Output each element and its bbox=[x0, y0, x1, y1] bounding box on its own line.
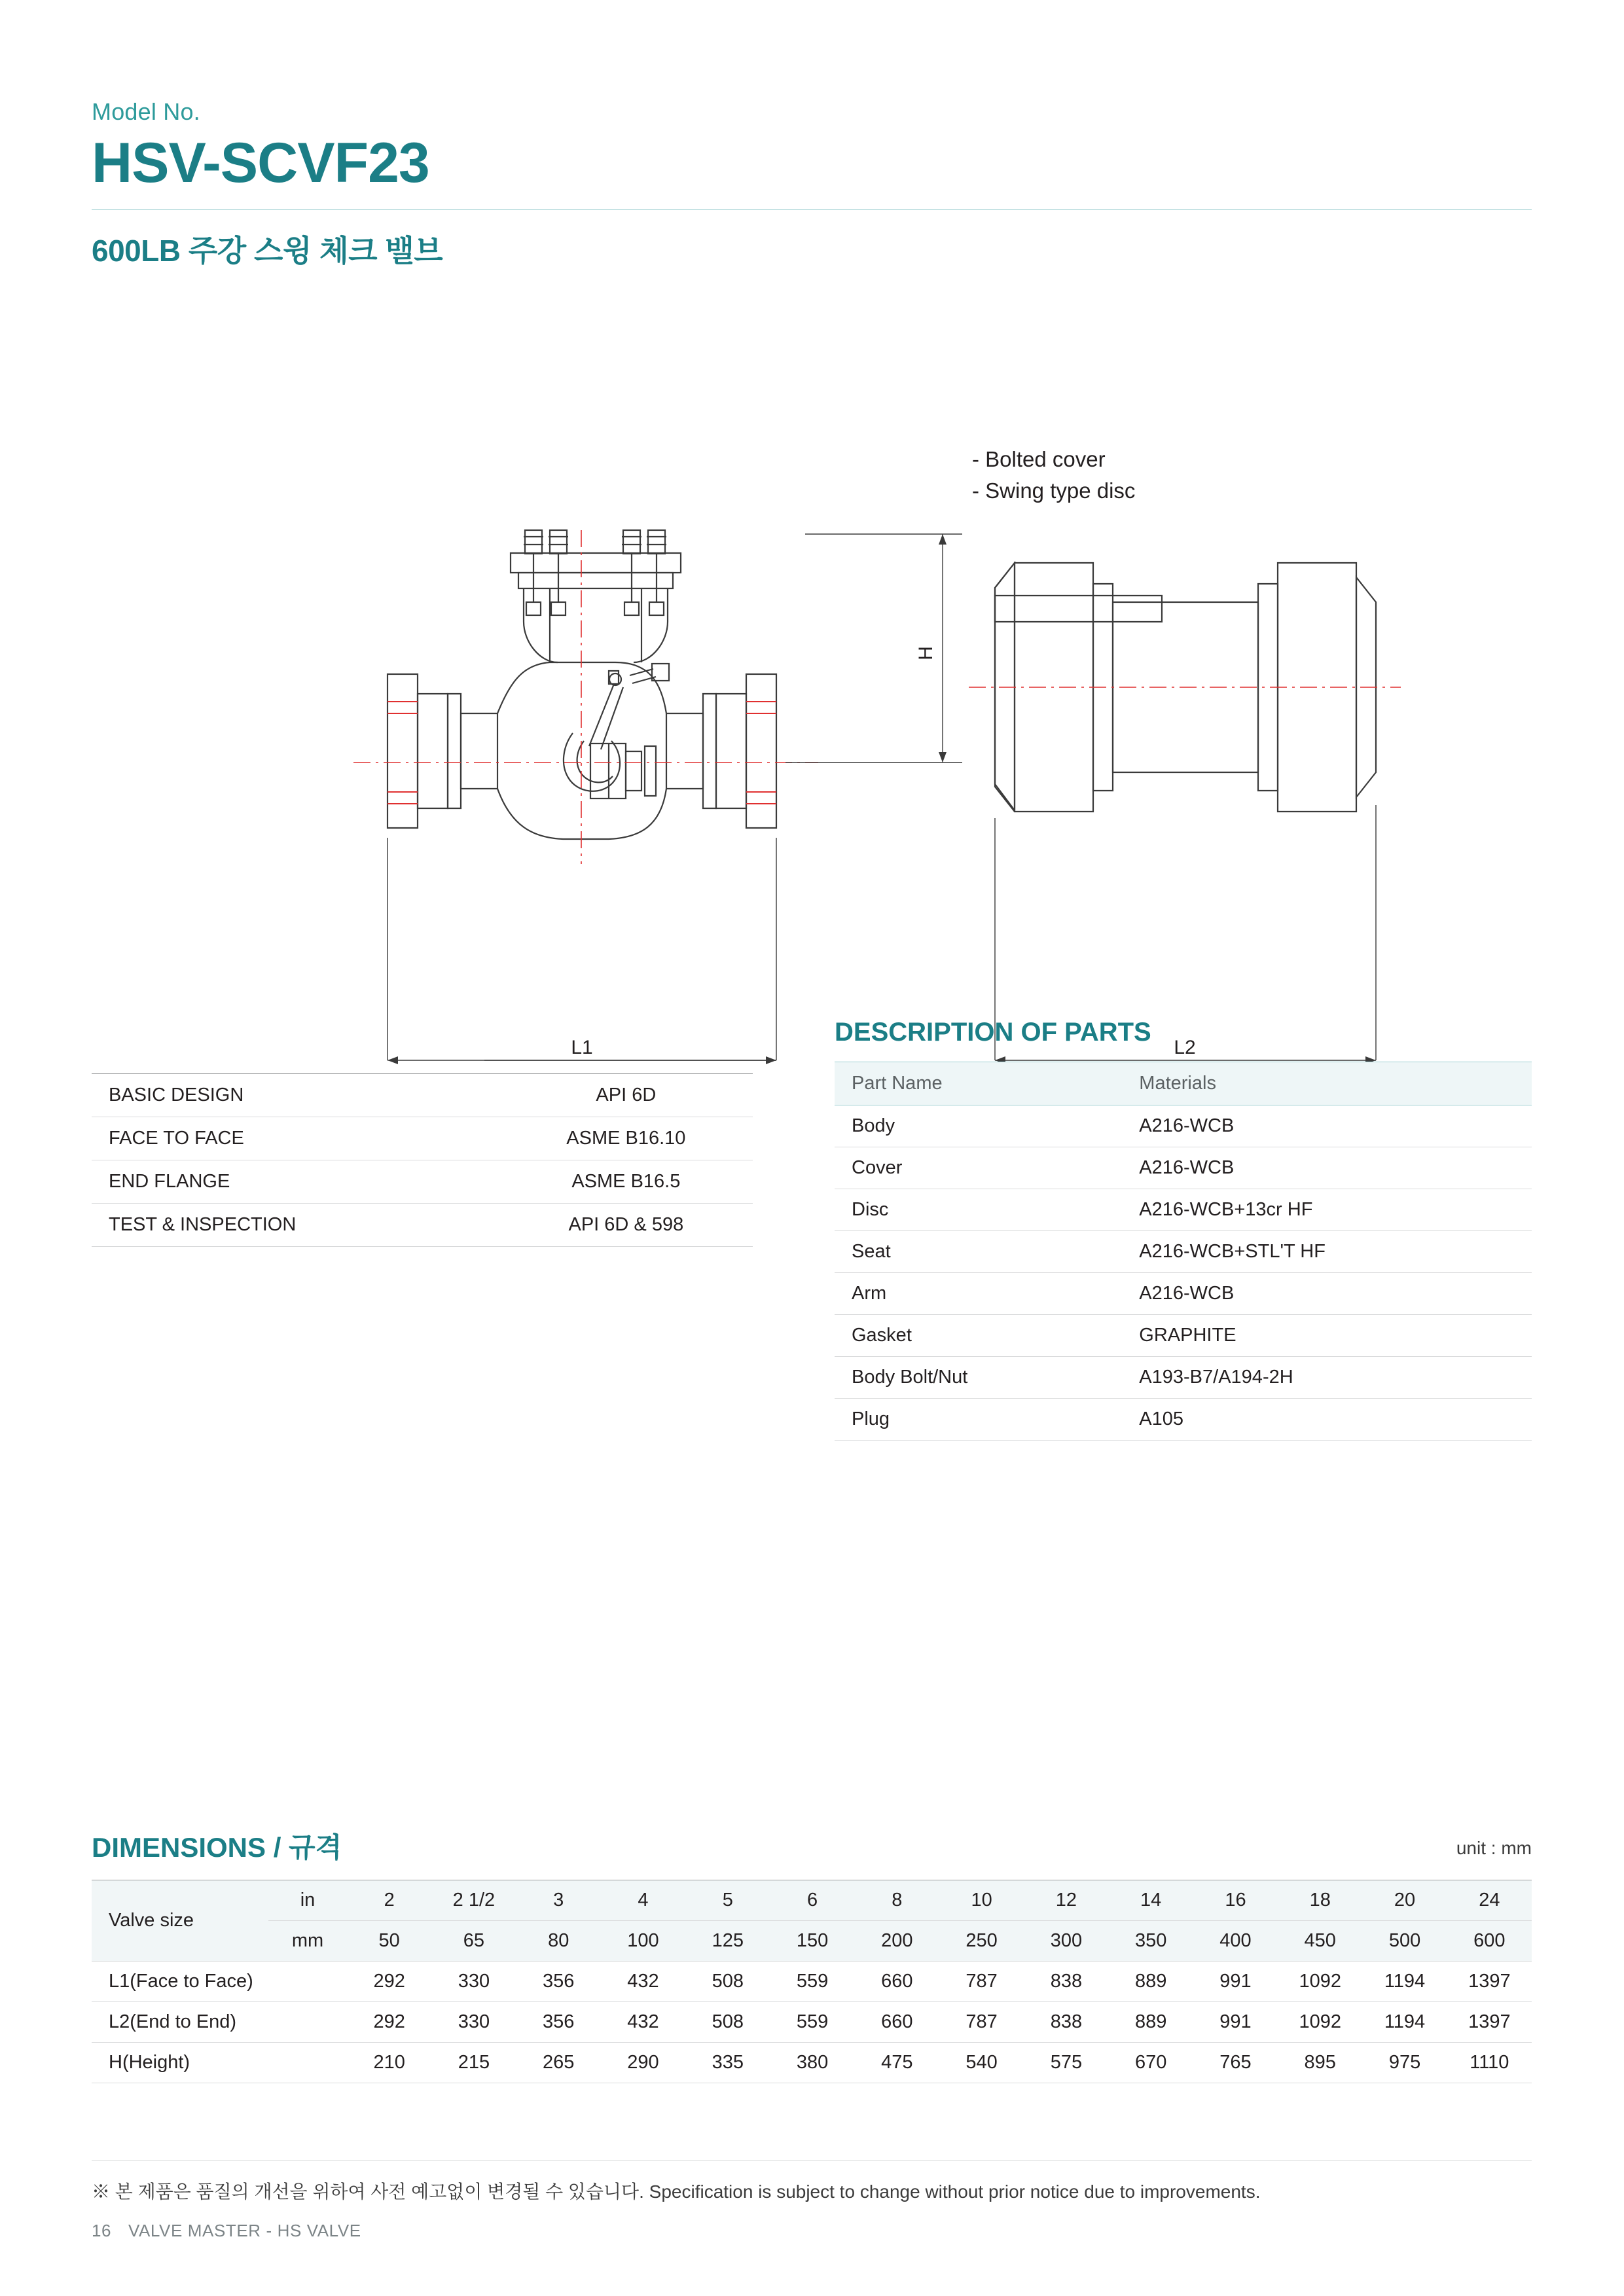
description-of-parts bbox=[835, 1018, 1532, 1441]
spec-name: FACE TO FACE bbox=[92, 1117, 506, 1160]
size-in-8: 12 bbox=[1024, 1880, 1108, 1921]
size-mm-10: 400 bbox=[1193, 1921, 1278, 1962]
part-material: A105 bbox=[1127, 1399, 1532, 1441]
size-in-10: 16 bbox=[1193, 1880, 1278, 1921]
dimension-l1-label: L1 bbox=[571, 1037, 593, 1058]
dim-value: 380 bbox=[770, 2043, 854, 2083]
spec-name: BASIC DESIGN bbox=[92, 1074, 506, 1117]
footer-note: ※ 본 제품은 품질의 개선을 위하여 사전 예고없이 변경될 수 있습니다. Specification is subject to change without prior notice due to improvements. bbox=[92, 2160, 1532, 2204]
table-row bbox=[835, 1357, 1532, 1399]
dim-value: 1194 bbox=[1362, 2002, 1447, 2043]
parts-header-name: Part Name bbox=[835, 1062, 1127, 1105]
part-material: GRAPHITE bbox=[1127, 1315, 1532, 1357]
table-row bbox=[92, 1074, 753, 1117]
page-title: HSV-SCVF23 bbox=[92, 132, 429, 194]
part-name: Arm bbox=[835, 1273, 1127, 1315]
dim-value: 787 bbox=[939, 2002, 1024, 2043]
dimensions-section bbox=[92, 1826, 1532, 2083]
dim-value: 975 bbox=[1362, 2043, 1447, 2083]
table-row bbox=[92, 2043, 1532, 2083]
dim-value: 290 bbox=[601, 2043, 685, 2083]
dim-value: 215 bbox=[431, 2043, 516, 2083]
size-mm-4: 125 bbox=[685, 1921, 770, 1962]
size-mm-13: 600 bbox=[1447, 1921, 1532, 1962]
size-in-1: 2 1/2 bbox=[431, 1880, 516, 1921]
dimensions-header-mm bbox=[92, 1921, 1532, 1962]
dimensions-title: DIMENSIONS / 규격 bbox=[92, 1832, 342, 1863]
table-row bbox=[92, 1117, 753, 1160]
spec-name: TEST & INSPECTION bbox=[92, 1204, 506, 1247]
size-in-9: 14 bbox=[1109, 1880, 1193, 1921]
size-mm-3: 100 bbox=[601, 1921, 685, 1962]
spec-value: ASME B16.10 bbox=[506, 1117, 753, 1160]
spec-value: API 6D bbox=[506, 1074, 753, 1117]
part-material: A216-WCB bbox=[1127, 1273, 1532, 1315]
footer-page-label: VALVE MASTER - HS VALVE bbox=[128, 2221, 361, 2240]
page-header bbox=[92, 98, 1532, 270]
parts-title: DESCRIPTION OF PARTS bbox=[835, 1018, 1151, 1047]
dim-value: 432 bbox=[601, 1962, 685, 2002]
size-mm-7: 250 bbox=[939, 1921, 1024, 1962]
dim-value: 765 bbox=[1193, 2043, 1278, 2083]
dim-value: 210 bbox=[347, 2043, 431, 2083]
dimensions-unit-note: unit : mm bbox=[1456, 1838, 1532, 1858]
dim-row-label: L2(End to End) bbox=[92, 2002, 347, 2043]
size-mm-5: 150 bbox=[770, 1921, 854, 1962]
dim-value: 508 bbox=[685, 2002, 770, 2043]
size-in-0: 2 bbox=[347, 1880, 431, 1921]
size-in-5: 6 bbox=[770, 1880, 854, 1921]
dim-value: 575 bbox=[1024, 2043, 1108, 2083]
dim-value: 670 bbox=[1109, 2043, 1193, 2083]
size-mm-11: 450 bbox=[1278, 1921, 1362, 1962]
size-mm-0: 50 bbox=[347, 1921, 431, 1962]
dim-value: 889 bbox=[1109, 1962, 1193, 2002]
parts-header-row bbox=[835, 1062, 1532, 1105]
page-number: 16 bbox=[92, 2221, 112, 2240]
size-mm-12: 500 bbox=[1362, 1921, 1447, 1962]
size-mm-8: 300 bbox=[1024, 1921, 1108, 1962]
part-material: A216-WCB bbox=[1127, 1147, 1532, 1189]
size-in-6: 8 bbox=[855, 1880, 939, 1921]
dim-value: 1194 bbox=[1362, 1962, 1447, 2002]
dim-value: 838 bbox=[1024, 1962, 1108, 2002]
dim-value: 991 bbox=[1193, 2002, 1278, 2043]
part-name: Body Bolt/Nut bbox=[835, 1357, 1127, 1399]
drawing-note-2: - Swing type disc bbox=[972, 478, 1136, 503]
part-name: Gasket bbox=[835, 1315, 1127, 1357]
dim-value: 1397 bbox=[1447, 1962, 1532, 2002]
dim-value: 838 bbox=[1024, 2002, 1108, 2043]
part-material: A216-WCB+STL'T HF bbox=[1127, 1231, 1532, 1273]
model-label: Model No. bbox=[92, 98, 200, 125]
size-mm-1: 65 bbox=[431, 1921, 516, 1962]
dim-value: 330 bbox=[431, 2002, 516, 2043]
dimensions-table bbox=[92, 1880, 1532, 2083]
dim-value: 475 bbox=[855, 2043, 939, 2083]
dim-value: 508 bbox=[685, 1962, 770, 2002]
dim-value: 356 bbox=[516, 2002, 601, 2043]
dim-value: 292 bbox=[347, 2002, 431, 2043]
part-name: Body bbox=[835, 1105, 1127, 1147]
part-material: A193-B7/A194-2H bbox=[1127, 1357, 1532, 1399]
table-row bbox=[835, 1315, 1532, 1357]
footer-page-info bbox=[92, 2221, 1532, 2241]
size-in-4: 5 bbox=[685, 1880, 770, 1921]
spec-value: API 6D & 598 bbox=[506, 1204, 753, 1247]
basic-spec-table bbox=[92, 1073, 753, 1247]
size-mm-6: 200 bbox=[855, 1921, 939, 1962]
table-row bbox=[835, 1105, 1532, 1147]
dim-value: 1092 bbox=[1278, 2002, 1362, 2043]
parts-header-materials: Materials bbox=[1127, 1062, 1532, 1105]
dim-value: 991 bbox=[1193, 1962, 1278, 2002]
dim-value: 265 bbox=[516, 2043, 601, 2083]
size-in-13: 24 bbox=[1447, 1880, 1532, 1921]
size-in-11: 18 bbox=[1278, 1880, 1362, 1921]
table-row bbox=[835, 1231, 1532, 1273]
size-in-3: 4 bbox=[601, 1880, 685, 1921]
unit-mm: mm bbox=[268, 1921, 347, 1962]
part-name: Cover bbox=[835, 1147, 1127, 1189]
table-row bbox=[835, 1399, 1532, 1441]
valve-size-label: Valve size bbox=[92, 1880, 268, 1962]
table-row bbox=[92, 1160, 753, 1204]
dim-value: 559 bbox=[770, 2002, 854, 2043]
dim-value: 895 bbox=[1278, 2043, 1362, 2083]
dimensions-header-in bbox=[92, 1880, 1532, 1921]
dim-value: 330 bbox=[431, 1962, 516, 2002]
dimension-h-label: H bbox=[915, 646, 937, 660]
unit-in: in bbox=[268, 1880, 347, 1921]
dim-value: 335 bbox=[685, 2043, 770, 2083]
page-subtitle: 600LB 주강 스윙 체크 밸브 bbox=[92, 233, 443, 268]
basic-spec-body bbox=[92, 1074, 753, 1247]
dim-value: 540 bbox=[939, 2043, 1024, 2083]
size-in-12: 20 bbox=[1362, 1880, 1447, 1921]
dim-value: 1397 bbox=[1447, 2002, 1532, 2043]
table-row bbox=[92, 2002, 1532, 2043]
size-in-7: 10 bbox=[939, 1880, 1024, 1921]
table-row bbox=[92, 1204, 753, 1247]
part-material: A216-WCB+13cr HF bbox=[1127, 1189, 1532, 1231]
size-mm-2: 80 bbox=[516, 1921, 601, 1962]
drawing-note-1: - Bolted cover bbox=[972, 447, 1106, 471]
header-divider bbox=[92, 209, 1532, 210]
dim-value: 787 bbox=[939, 1962, 1024, 2002]
dim-value: 559 bbox=[770, 1962, 854, 2002]
dim-value: 1092 bbox=[1278, 1962, 1362, 2002]
part-name: Disc bbox=[835, 1189, 1127, 1231]
table-row bbox=[835, 1189, 1532, 1231]
table-row bbox=[92, 1962, 1532, 2002]
dim-row-label: H(Height) bbox=[92, 2043, 347, 2083]
dim-value: 889 bbox=[1109, 2002, 1193, 2043]
spec-name: END FLANGE bbox=[92, 1160, 506, 1204]
part-name: Plug bbox=[835, 1399, 1127, 1441]
table-row bbox=[835, 1147, 1532, 1189]
dim-value: 660 bbox=[855, 1962, 939, 2002]
spec-value: ASME B16.5 bbox=[506, 1160, 753, 1204]
table-row bbox=[835, 1273, 1532, 1315]
dim-value: 1110 bbox=[1447, 2043, 1532, 2083]
part-material: A216-WCB bbox=[1127, 1105, 1532, 1147]
dim-value: 292 bbox=[347, 1962, 431, 2002]
dim-value: 660 bbox=[855, 2002, 939, 2043]
dim-value: 432 bbox=[601, 2002, 685, 2043]
dim-row-label: L1(Face to Face) bbox=[92, 1962, 347, 2002]
dimension-l2-label: L2 bbox=[1174, 1037, 1196, 1058]
size-in-2: 3 bbox=[516, 1880, 601, 1921]
page-footer bbox=[92, 2160, 1532, 2241]
dim-value: 356 bbox=[516, 1962, 601, 2002]
part-name: Seat bbox=[835, 1231, 1127, 1273]
size-mm-9: 350 bbox=[1109, 1921, 1193, 1962]
